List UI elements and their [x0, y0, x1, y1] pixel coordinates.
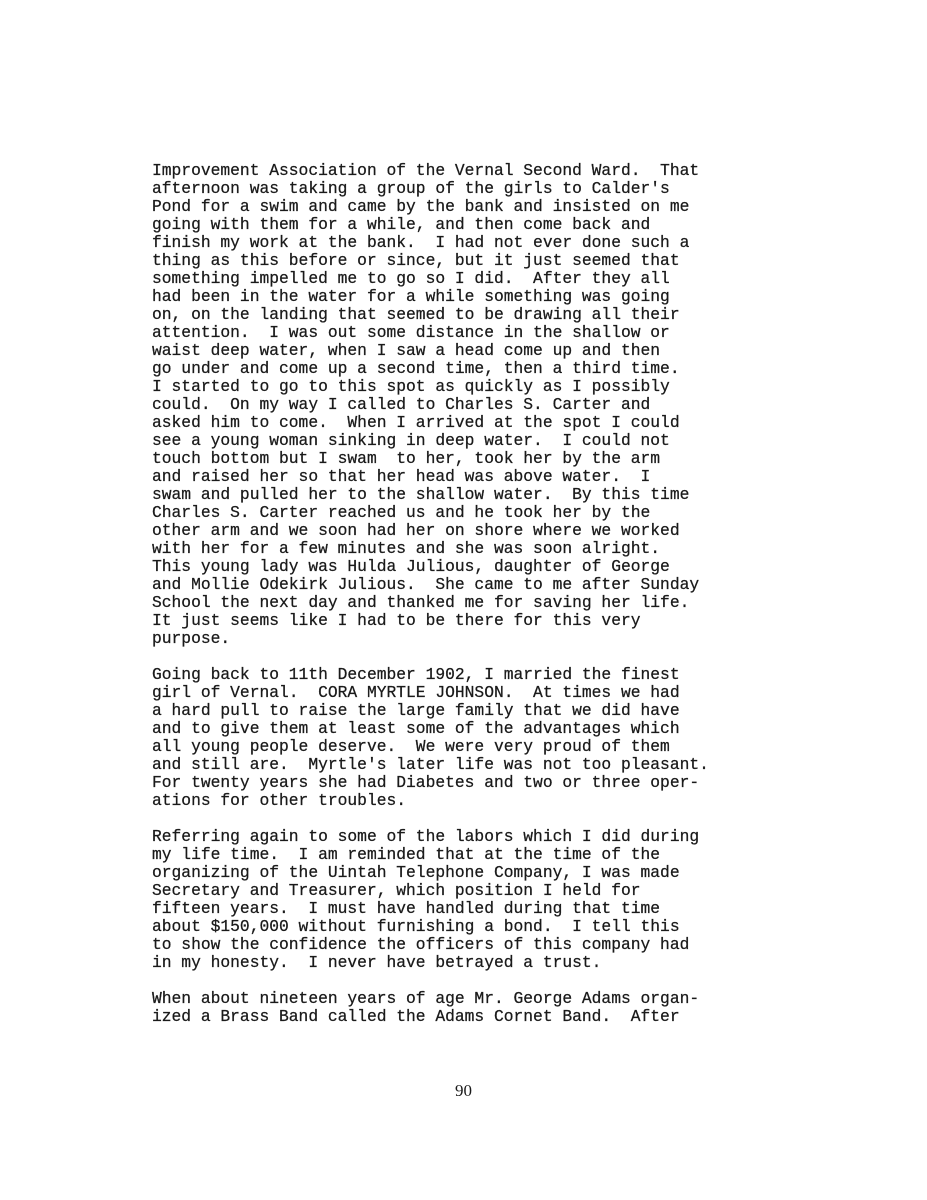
text-line: Referring again to some of the labors which I did during	[152, 827, 700, 846]
text-line: waist deep water, when I saw a head come up and then	[152, 341, 661, 360]
text-line: touch bottom but I swam to her, took her by the arm	[152, 449, 661, 468]
text-line: I started to go to this spot as quickly as I possibly	[152, 377, 670, 396]
text-line: organizing of the Uintah Telephone Company, I was made	[152, 863, 680, 882]
text-line: ations for other troubles.	[152, 791, 407, 810]
text-line: ized a Brass Band called the Adams Cornet Band. After	[152, 1007, 680, 1026]
text-line: Pond for a swim and came by the bank and insisted on me	[152, 197, 690, 216]
text-line: a hard pull to raise the large family that we did have	[152, 701, 680, 720]
text-line: Improvement Association of the Vernal Second Ward. That	[152, 161, 700, 180]
text-line: all young people deserve. We were very proud of them	[152, 737, 670, 756]
text-line: in my honesty. I never have betrayed a trust.	[152, 953, 602, 972]
text-line: could. On my way I called to Charles S. Carter and	[152, 395, 651, 414]
text-line: thing as this before or since, but it just seemed that	[152, 251, 680, 270]
text-line: other arm and we soon had her on shore where we worked	[152, 521, 680, 540]
text-line: going with them for a while, and then come back and	[152, 215, 651, 234]
text-line: afternoon was taking a group of the girls to Calder's	[152, 179, 670, 198]
text-line: on, on the landing that seemed to be drawing all their	[152, 305, 680, 324]
text-line: swam and pulled her to the shallow water. By this time	[152, 485, 690, 504]
text-line: about $150,000 without furnishing a bond. I tell this	[152, 917, 680, 936]
text-line: finish my work at the bank. I had not ever done such a	[152, 233, 690, 252]
paragraph	[152, 162, 812, 648]
text-line: girl of Vernal. CORA MYRTLE JOHNSON. At times we had	[152, 683, 680, 702]
text-line: attention. I was out some distance in the shallow or	[152, 323, 670, 342]
text-line: purpose.	[152, 629, 231, 648]
text-line: had been in the water for a while something was going	[152, 287, 670, 306]
text-line: something impelled me to go so I did. After they all	[152, 269, 670, 288]
text-line: see a young woman sinking in deep water. I could not	[152, 431, 670, 450]
text-line: Going back to 11th December 1902, I married the finest	[152, 665, 680, 684]
paragraph	[152, 828, 812, 972]
paragraph	[152, 666, 812, 810]
text-line: School the next day and thanked me for saving her life.	[152, 593, 690, 612]
text-line: and raised her so that her head was above water. I	[152, 467, 651, 486]
text-line: It just seems like I had to be there for this very	[152, 611, 641, 630]
text-line: Secretary and Treasurer, which position I held for	[152, 881, 641, 900]
text-line: fifteen years. I must have handled during that time	[152, 899, 661, 918]
text-line: asked him to come. When I arrived at the spot I could	[152, 413, 680, 432]
text-line: and Mollie Odekirk Julious. She came to me after Sunday	[152, 575, 700, 594]
text-line: to show the confidence the officers of this company had	[152, 935, 690, 954]
text-line: and still are. Myrtle's later life was not too pleasant.	[152, 755, 709, 774]
text-line: When about nineteen years of age Mr. George Adams organ-	[152, 989, 700, 1008]
paragraph	[152, 990, 812, 1026]
text-line: my life time. I am reminded that at the time of the	[152, 845, 661, 864]
body-text	[152, 162, 812, 1044]
text-line: and to give them at least some of the advantages which	[152, 719, 680, 738]
text-line: with her for a few minutes and she was soon alright.	[152, 539, 661, 558]
text-line: go under and come up a second time, then a third time.	[152, 359, 680, 378]
text-line: For twenty years she had Diabetes and two or three oper-	[152, 773, 700, 792]
text-line: Charles S. Carter reached us and he took her by the	[152, 503, 651, 522]
text-line: This young lady was Hulda Julious, daughter of George	[152, 557, 670, 576]
page-number: 90	[455, 1081, 472, 1100]
